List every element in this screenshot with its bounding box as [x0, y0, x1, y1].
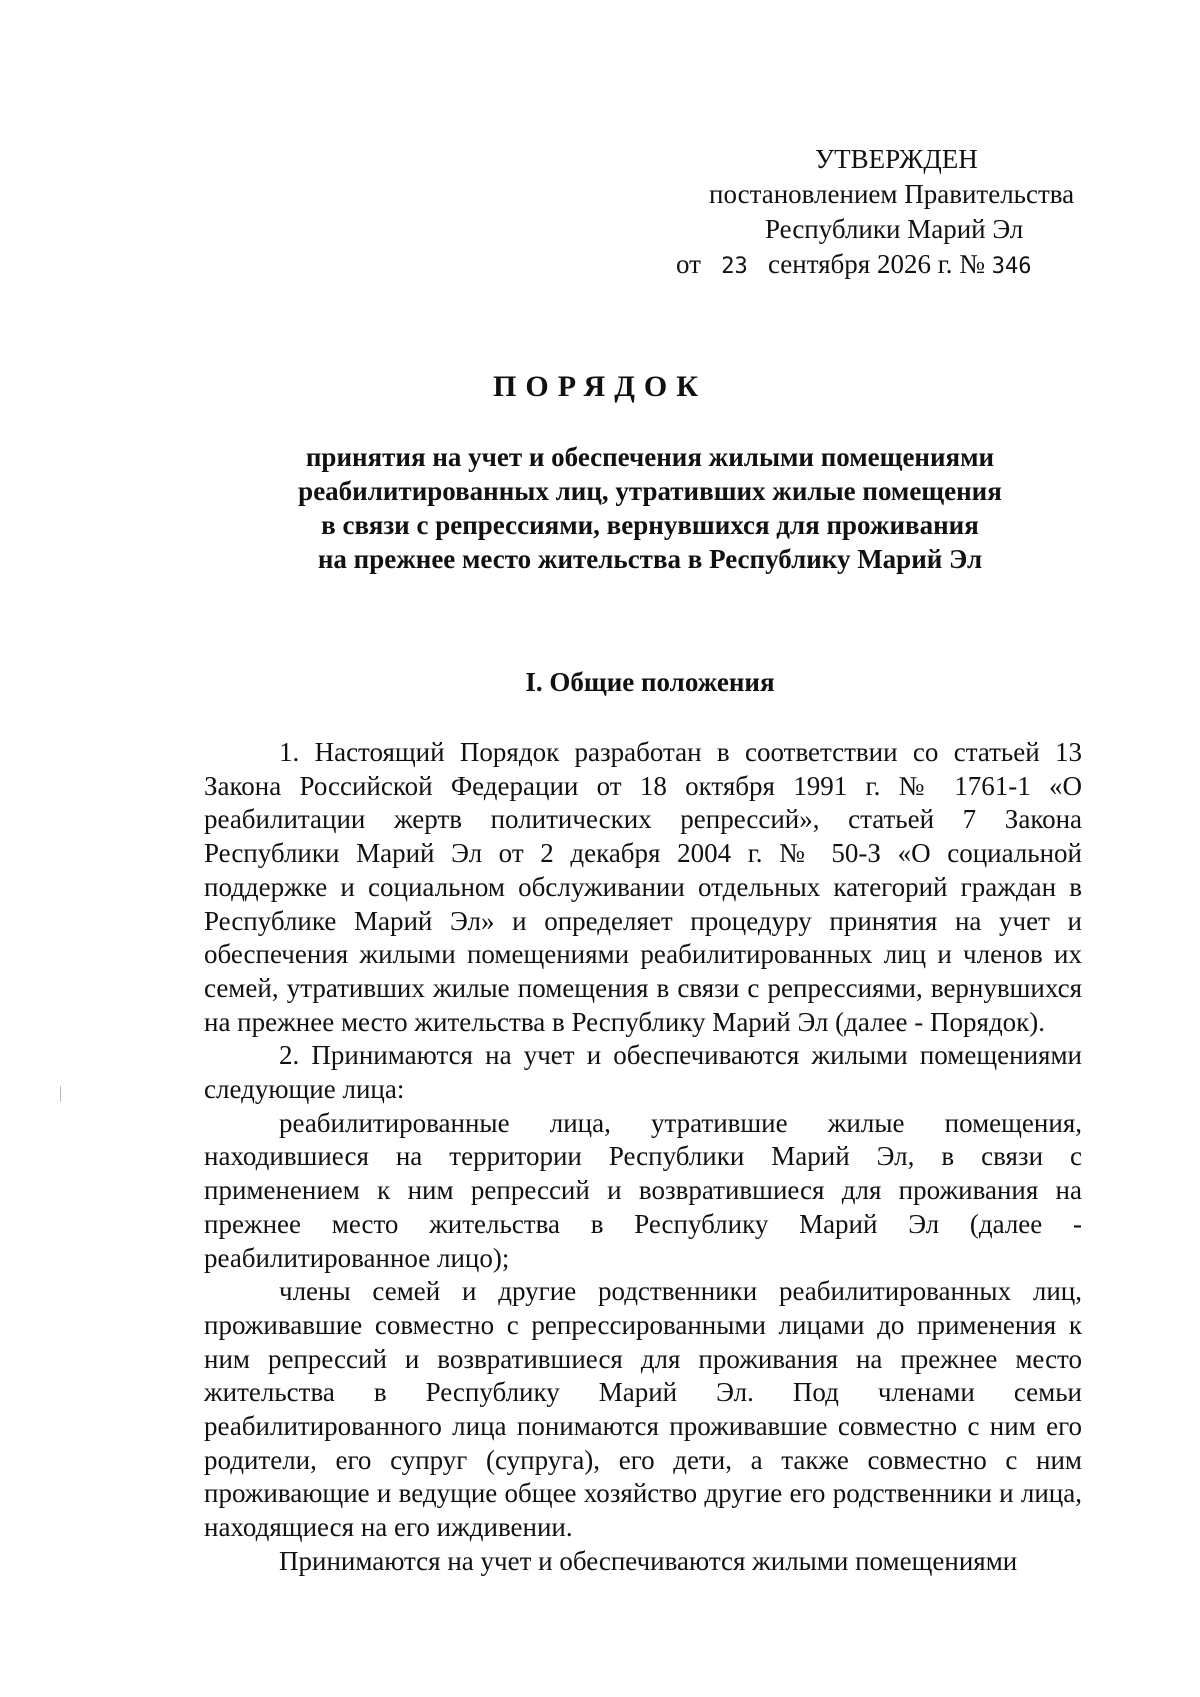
- document-subtitle: [200, 440, 1100, 576]
- scan-margin-mark: [60, 1086, 61, 1102]
- paragraph-2: 2. Принимаются на учет и обеспечиваются жилыми помещениями следующие лица:: [204, 1040, 1082, 1105]
- approval-date-line: [640, 247, 1110, 284]
- paragraph-2-item-1: реабилитированные лица, утратившие жилые помещения, находившиеся на территории Республики Марий Эл, в связи с применением к ним репрессий и возвратившиеся для проживания на прежнее место жительства в Республику Марий Эл (далее - реабилитированное лицо);: [204, 1107, 1082, 1273]
- approval-stamp-block: [640, 142, 1110, 284]
- paragraph-1: 1. Настоящий Порядок разработан в соответствии со статьей 13 Закона Российской Федерации от 18 октября 1991 г. № 1761-1 «О реабилитации жертв политических репрессий», статьей 7 Закона Республики Марий Эл от 2 декабря 2004 г. № 50-З «О социальной поддержке и социальном обслуживании отдельных категорий граждан в Республике Марий Эл» и определяет процедуру принятия на учет и обеспечения жилыми помещениями реабилитированных лиц и членов их семей, утративших жилые помещения в связи с репрессиями, вернувшихся на прежнее место жительства в Республику Марий Эл (далее - Порядок).: [204, 737, 1082, 1037]
- section-heading: I. Общие положения: [525, 667, 775, 697]
- approval-date-prefix: от: [676, 249, 701, 279]
- approval-line-republic: Республики Марий Эл: [765, 214, 1024, 244]
- subtitle-line: в связи с репрессиями, вернувшихся для проживания: [321, 510, 979, 540]
- approval-title: УТВЕРЖДЕН: [815, 144, 978, 174]
- subtitle-line: на прежнее место жительства в Республику Марий Эл: [317, 544, 983, 574]
- subtitle-line: принятия на учет и обеспечения жилыми помещениями: [305, 442, 995, 472]
- approval-date-rest: сентября 2026 г. №: [767, 249, 986, 279]
- approval-date-day: 23: [721, 254, 748, 279]
- document-title: ПОРЯДОК: [493, 370, 707, 403]
- paragraph-continuation: Принимаются на учет и обеспечиваются жилыми помещениями: [279, 1545, 1018, 1576]
- approval-number: 346: [991, 254, 1032, 279]
- subtitle-line: реабилитированных лиц, утративших жилые помещения: [298, 476, 1002, 506]
- approval-line-government: постановлением Правительства: [709, 179, 1075, 209]
- paragraph-2-item-2: члены семей и другие родственники реабилитированных лиц, проживавшие совместно с репрессированными лицами до применения к ним репрессий и возвратившиеся для проживания на прежнее место жительства в Республику Марий Эл. Под членами семьи реабилитированного лица понимаются проживавшие совместно с ним его родители, его супруг (супруга), его дети, а также совместно с ним проживающие и ведущие общее хозяйство другие его родственники и лица, находящиеся на его иждивении.: [204, 1276, 1082, 1543]
- document-body: [204, 736, 1082, 1579]
